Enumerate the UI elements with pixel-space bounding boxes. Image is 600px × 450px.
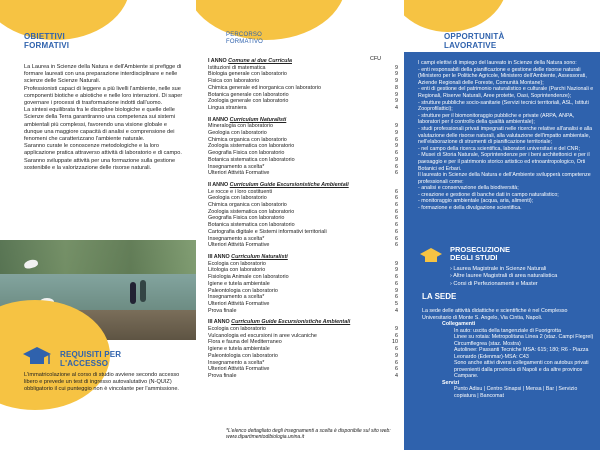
course-name: Fisiologia Animale con laboratorio [208, 274, 289, 281]
course-cfu: 9 [395, 130, 398, 137]
course-name: Vulcanologia ed escursioni in aree vulcaniche [208, 332, 317, 339]
course-cfu: 6 [395, 228, 398, 235]
course-row [208, 294, 398, 301]
course-cfu: 6 [395, 163, 398, 170]
course-cfu: 6 [395, 170, 398, 177]
course-cfu: 6 [395, 222, 398, 229]
course-name: Botanica generale con laboratorio [208, 91, 289, 98]
course-cfu: 9 [395, 352, 398, 359]
connections-list [422, 328, 594, 380]
course-cfu: 6 [395, 242, 398, 249]
course-name: Insegnamento a scelta* [208, 163, 265, 170]
course-name: Chimica generale ed inorganica con laboratorio [208, 84, 321, 91]
course-cfu: 9 [395, 267, 398, 274]
decorative-blob [196, 0, 346, 40]
course-cfu: 9 [395, 326, 398, 333]
course-name: Flora e fauna del Mediterraneo [208, 339, 282, 346]
course-row [208, 157, 398, 164]
course-name: Insegnamento a scelta* [208, 235, 265, 242]
year-heading: II ANNO Curriculum Naturalisti [208, 116, 287, 123]
cfu-header: CFU [370, 56, 382, 62]
year-heading: I ANNO Comune ai due Curricula [208, 58, 292, 64]
opportunity-item: - Musei di Storia Naturale, Soprintendenze per i beni architettonici e per il paesaggio e per il patrimonio storico artistico ed etnoantropologico, Orti Botanici ed Erbari. [418, 152, 590, 172]
course-name: Prova finale [208, 307, 237, 314]
course-cfu: 9 [395, 78, 398, 85]
course-cfu: 6 [395, 215, 398, 222]
course-cfu: 9 [395, 123, 398, 130]
course-row [208, 222, 398, 229]
course-cfu: 9 [395, 91, 398, 98]
course-cfu: 10 [392, 339, 398, 346]
course-row [208, 288, 398, 295]
course-row [208, 373, 398, 380]
course-row [208, 137, 398, 144]
further-study-item: › Altre lauree Magistrali di area naturalistica [450, 273, 558, 280]
course-row [208, 209, 398, 216]
further-study-item: › Corsi di Perfezionamenti e Master [450, 280, 538, 287]
course-row [208, 215, 398, 222]
skill-item: - creazione e gestione di banche dati in campo naturalistico; [418, 191, 559, 198]
course-row [208, 123, 398, 130]
course-cfu: 4 [395, 307, 398, 314]
further-study-item: › Laurea Magistrale in Scienze Naturali [450, 266, 547, 272]
objectives-title: OBIETTIVI FORMATIVI [24, 32, 70, 50]
opportunities-intro: I campi elettivi di impiego del laureato in Scienze della Natura sono: [418, 60, 577, 66]
course-row [208, 339, 398, 346]
course-cfu: 9 [395, 156, 398, 163]
photo-trees [0, 240, 196, 274]
course-name: Le rocce e i loro costituenti [208, 188, 273, 195]
course-cfu: 9 [395, 260, 398, 267]
skill-item: - analisi e conservazione della biodiversità; [418, 185, 519, 192]
course-row [208, 353, 398, 360]
course-row [208, 105, 398, 112]
person-shape [130, 282, 136, 304]
course-name: Chimica organica con laboratorio [208, 136, 287, 143]
course-name: Geologia con laboratorio [208, 195, 267, 202]
connection-line: Linee su rotaia: Metropolitana Linea 2 (staz. Campi Flegrei) Circumflegrea (staz. Mostra) [454, 334, 594, 347]
course-row [208, 281, 398, 288]
curriculum-title: PERCORSO FORMATIVO [226, 32, 264, 45]
course-cfu: 6 [395, 202, 398, 209]
course-cfu: 6 [395, 366, 398, 373]
objectives-paragraph: La sintesi equilibrata fra le discipline biologiche e quelle delle Scienze della Terra garantiranno una competenza sui sistemi ambientali più complessi, favorendo una visione globale e dunque una maggiore capacità di analisi e comprensione dei fenomeni che caratterizzano l'ambiente naturale. [24, 107, 176, 143]
course-cfu: 9 [395, 98, 398, 105]
connection-line: Autolinee: Passanti Tecniche MSA: 615; 180; R6 - Piazza Leonardo (Edenmar)-MSA: C43 [454, 347, 589, 360]
course-cfu: 6 [395, 280, 398, 287]
course-name: Mineralogia con laboratorio [208, 123, 274, 130]
course-row [208, 150, 398, 157]
opportunities-title: OPPORTUNITÀ LAVORATIVE [444, 32, 505, 50]
course-name: Biologia generale con laboratorio [208, 71, 287, 78]
opportunity-item: - strutture per il biomonitoraggio pubbliche e private (ARPA, ANPA, laboratori per il controllo della qualità ambientale); [418, 112, 575, 126]
course-cfu: 4 [395, 372, 398, 379]
course-cfu: 6 [395, 195, 398, 202]
course-row [208, 85, 398, 92]
course-name: Istituzioni di matematica [208, 64, 266, 71]
graduation-cap-icon [418, 243, 444, 269]
course-name: Zoologia sistematica con laboratorio [208, 208, 295, 215]
year-heading: II ANNO Curriculum Guide Escursionistiche Ambientali [208, 181, 349, 188]
connection-line: In auto: uscita della tangenziale di Fuorigrotta [454, 327, 561, 334]
course-cfu: 6 [395, 332, 398, 339]
course-row [208, 164, 398, 171]
course-cfu: 6 [395, 188, 398, 195]
course-name: Geografia Fisica con laboratorio [208, 215, 285, 222]
course-row [208, 130, 398, 137]
column-opportunities [404, 0, 600, 450]
course-row [208, 236, 398, 243]
objectives-paragraph: Professionisti capaci di leggere a più livelli l'ambiente, nelle sue componenti biotiche e abiotiche e nelle loro interazioni. Di saper governare i processi di trasformazione indotti dall'uomo. [24, 85, 183, 107]
course-row [208, 92, 398, 99]
graduation-cap-icon [20, 340, 54, 374]
connection-line: Sono anche attivi diversi collegamenti con autobus privati provenienti dalla provincia di Napoli e da altre province Campane. [454, 360, 589, 379]
location-text [422, 308, 594, 399]
course-cfu: 6 [395, 136, 398, 143]
course-row [208, 170, 398, 177]
year-heading: III ANNO Curriculum Naturalisti [208, 253, 288, 260]
course-row [208, 189, 398, 196]
opportunities-list [418, 67, 594, 173]
course-cfu: 8 [395, 84, 398, 91]
course-row [208, 366, 398, 373]
course-name: Botanica sistematica con laboratorio [208, 222, 295, 229]
elective-note: *L'elenco dettagliato degli insegnamenti a scelta è disponibile sul sito web: www.dipartimentodibiologia.unina.it [226, 428, 391, 440]
course-name: Cartografia digitale e Sistemi informativi territoriali [208, 228, 327, 235]
course-cfu: 9 [395, 71, 398, 78]
opportunity-item: - enti di gestione del patrimonio naturalistico e culturale (Parchi Nazionali e Regionali, Riserve Naturali, Aree protette, Oasi, Soprintendenze); [418, 86, 594, 99]
course-row [208, 301, 398, 308]
course-cfu: 6 [395, 208, 398, 215]
column-objectives [0, 0, 196, 450]
course-cfu: 6 [395, 359, 398, 366]
year-heading: III ANNO Curriculum Guide Escursionistiche Ambientali [208, 319, 351, 326]
course-name: Litologia con laboratorio [208, 267, 266, 274]
course-name: Fisica con laboratorio [208, 78, 260, 85]
opportunity-item: - strutture pubbliche socio-sanitarie (Servizi tecnici territoriali, ASL, Istituti Zooprofilattici); [418, 99, 589, 113]
course-cfu: 4 [395, 104, 398, 111]
course-name: Lingua straniera [208, 104, 247, 111]
course-cfu: 9 [395, 287, 398, 294]
course-name: Insegnamento a scelta* [208, 294, 265, 301]
skill-item: - monitoraggio ambientale (acqua, aria, alimenti); [418, 198, 534, 205]
course-name: Igiene e tutela ambientale [208, 280, 270, 287]
access-requirements-title: REQUISITI PER L'ACCESSO [60, 350, 122, 368]
opportunity-item: - enti responsabili della pianificazione e gestione delle risorse naturali (Ministero per le Politiche Agricole, Ministero dell'Ambiente, Assessorati, Aziende Regionali delle Foreste, Comunità Montane); [418, 66, 587, 86]
course-name: Zoologia generale con laboratorio [208, 98, 289, 105]
course-row [208, 360, 398, 367]
course-name: Insegnamento a scelta* [208, 359, 265, 366]
course-name: Ulteriori Attività Formative [208, 242, 270, 249]
course-name: Igiene e tutela ambientale [208, 346, 270, 353]
course-row [208, 326, 398, 333]
course-row [208, 71, 398, 78]
course-cfu: 9 [395, 143, 398, 150]
course-row [208, 346, 398, 353]
course-name: Ulteriori Attività Formative [208, 300, 270, 307]
course-name: Ulteriori Attività Formative [208, 170, 270, 177]
services-label: Servizi [442, 379, 460, 386]
course-row [208, 98, 398, 105]
access-requirements-text: L'immatricolazione al corso di studio avviene secondo accesso libero e prevede un test di ingresso autovalutativo (N-QUIZ) obbligatorio il cui punteggio non è vincolante per l'ammissione. [24, 372, 180, 393]
objectives-text [24, 64, 184, 172]
skills-list [418, 185, 594, 211]
course-row [208, 143, 398, 150]
location-description: La sede delle attività didattiche e scientifiche è nel Complesso Universitario di Monte S. Angelo, Via Cintia, Napoli. [422, 308, 568, 321]
opportunity-item: - nel campo della ricerca scientifica, laboratori universitari e del CNR; [418, 145, 580, 152]
course-row [208, 261, 398, 268]
location-title: LA SEDE [422, 292, 457, 301]
course-name: Chimica organica con laboratorio [208, 202, 287, 209]
course-row [208, 242, 398, 249]
skill-item: - formazione e della divulgazione scientifica. [418, 205, 522, 212]
course-row [208, 274, 398, 281]
course-name: Geografia Fisica con laboratorio [208, 150, 285, 157]
further-studies-title: PROSECUZIONE DEGLI STUDI [450, 245, 511, 262]
connections-label: Collegamenti [442, 321, 476, 327]
opportunity-item: - studi professionali privati impegnati nelle ricerche relative all'analisi e alla valutazione delle risorse naturali, alla valutazione dell'impatto ambientale, nell'elaborazione di strumenti di pianificazione territoriale; [418, 125, 593, 146]
course-name: Ulteriori Attività Formative [208, 366, 270, 373]
course-cfu: 6 [395, 346, 398, 353]
course-cfu: 9 [395, 64, 398, 71]
course-row [208, 195, 398, 202]
course-name: Paleontologia con laboratorio [208, 352, 278, 359]
person-shape [140, 280, 146, 302]
course-name: Ecologia con laboratorio [208, 260, 266, 267]
course-row [208, 65, 398, 72]
course-name: Botanica sistematica con laboratorio [208, 156, 295, 163]
course-row [208, 333, 398, 340]
course-cfu: 6 [395, 235, 398, 242]
column-curriculum [196, 0, 404, 450]
course-row [208, 308, 398, 315]
course-row [208, 229, 398, 236]
course-cfu: 6 [395, 274, 398, 281]
services-text: Punto Adisu | Centro Sinapsi | Mensa | Bar | Servizio copiatura | Bancomat [454, 386, 578, 399]
course-name: Ecologia con laboratorio [208, 326, 266, 333]
objectives-paragraph: Saranno curate le conoscenze metodologiche e la loro applicazione pratica attraverso attività di laboratorio e di campo. Saranno sviluppate attività per una formazione sulla gestione sostenibile e la valorizzazione delle risorse naturali. [24, 143, 182, 171]
course-name: Geologia con laboratorio [208, 130, 267, 137]
course-row [208, 202, 398, 209]
course-name: Zoologia sistematica con laboratorio [208, 143, 295, 150]
skills-intro: Il laureato in Scienze della Natura e dell'Ambiente svilupperà competenze professionali come: [418, 172, 591, 185]
course-name: Paleontologia con laboratorio [208, 287, 278, 294]
course-cfu: 6 [395, 150, 398, 157]
course-row [208, 78, 398, 85]
course-cfu: 6 [395, 294, 398, 301]
further-studies-list [450, 266, 598, 288]
course-cfu: 5 [395, 300, 398, 307]
objectives-paragraph: La Laurea in Scienze della Natura e dell'Ambiente si prefigge di formare laureati con una preparazione interdisciplinare e nelle scienze delle Scienze Naturali. [24, 64, 182, 85]
course-row [208, 267, 398, 274]
course-name: Prova finale [208, 372, 237, 379]
course-list [208, 56, 398, 380]
opportunities-text [418, 60, 594, 212]
